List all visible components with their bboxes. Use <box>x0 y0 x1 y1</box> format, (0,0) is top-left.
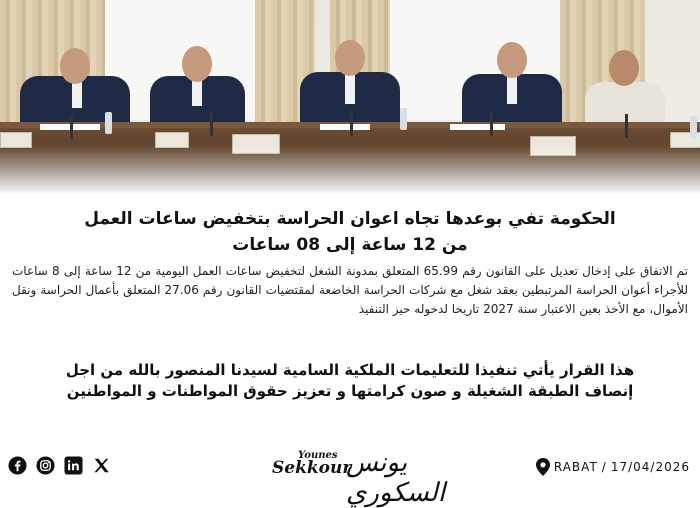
location-pin-icon <box>536 458 550 476</box>
royal-statement <box>30 360 670 402</box>
linkedin-icon[interactable] <box>64 456 83 475</box>
signature <box>268 446 446 508</box>
location-text: RABAT <box>553 460 598 474</box>
separator: / <box>601 460 607 474</box>
photo-fade <box>0 145 700 195</box>
royal-line-2: إنصاف الطبقة الشغيلة و صون كرامتها و تعزيز حقوق المواطنات و المواطنين <box>66 382 634 400</box>
microphone <box>210 112 213 136</box>
microphone <box>490 112 493 136</box>
microphone <box>350 110 353 136</box>
date-text: 17/04/2026 <box>610 460 690 474</box>
signature-latin: Sekkour <box>272 458 352 478</box>
signature-arabic: يونس السكوري <box>346 448 446 508</box>
water-bottle <box>400 108 407 130</box>
headline <box>0 206 700 258</box>
water-bottle <box>690 116 697 138</box>
microphone <box>70 115 73 139</box>
instagram-icon[interactable] <box>36 456 55 475</box>
facebook-icon[interactable] <box>8 456 27 475</box>
headline-line-2: من 12 ساعة إلى 08 ساعات <box>232 235 468 255</box>
footer <box>0 440 700 508</box>
body-paragraph: تم الاتفاق على إدخال تعديل على القانون رقم 65.99 المتعلق بمدونة الشغل لتخفيض ساعات العمل اليومية من 12 ساعة إلى 8 ساعات للأجراء أعوان الحراسة المرتبطين بعقد شغل مع شركات الحراسة الخاضعة لمقتضيات القانون رقم 27.06 المتعلق بأعمال الحراسة ونقل الأموال، مع الأخذ بعين الاعتبار سنة 2027 تاريخا لدخوله حيز التنفيذ <box>12 264 689 316</box>
water-bottle <box>105 112 112 134</box>
microphone <box>625 114 628 138</box>
social-links <box>8 456 111 475</box>
signature-latin-top: Younes <box>298 450 338 461</box>
location-date <box>536 458 690 476</box>
x-icon[interactable] <box>92 456 111 475</box>
headline-line-1: الحكومة تفي بوعدها تجاه اعوان الحراسة بتخفيض ساعات العمل <box>84 209 616 229</box>
document <box>320 124 370 130</box>
royal-line-1: هذا القرار يأتي تنفيذا للتعليمات الملكية السامية لسيدنا المنصور بالله من اجل <box>65 361 635 379</box>
meeting-photo <box>0 0 700 195</box>
document <box>450 124 505 130</box>
